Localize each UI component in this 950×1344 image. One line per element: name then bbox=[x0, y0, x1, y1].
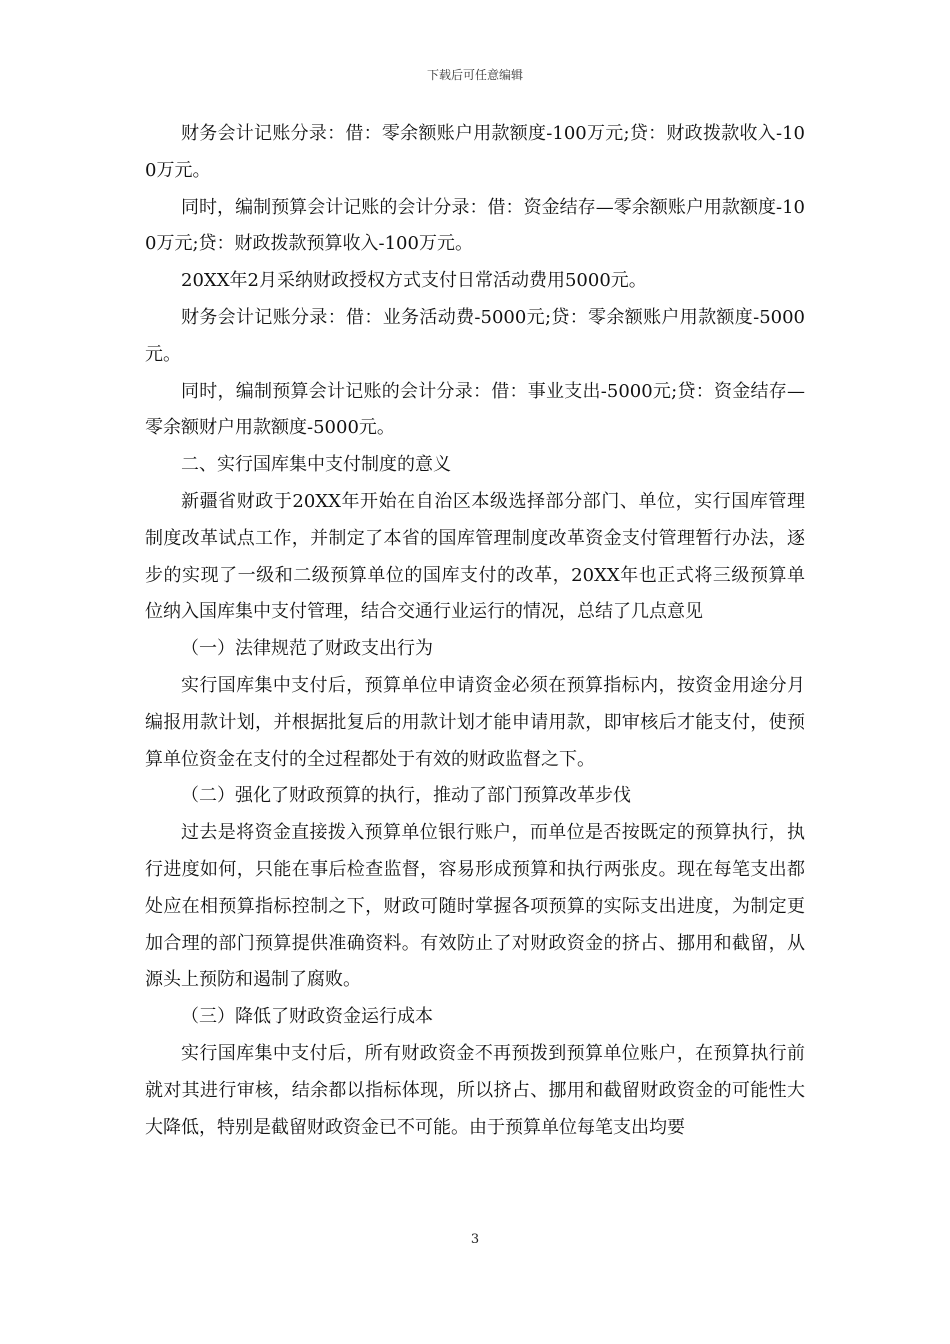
paragraph-subsection-3: 实行国库集中支付后，所有财政资金不再预拨到预算单位账户，在预算执行前就对其进行审核，结余都以指标体现，所以挤占、挪用和截留财政资金的可能性大大降低，特别是截留财政资金已不可能。由于预算单位每笔支出均要 bbox=[145, 1042, 805, 1138]
subheading-1: （一）法律规范了财政支出行为 bbox=[181, 638, 433, 660]
section-heading-significance: 二、实行国库集中支付制度的意义 bbox=[181, 454, 451, 476]
document-body bbox=[145, 116, 805, 1146]
paragraph-authorized-payment: 20XX年2月采纳财政授权方式支付日常活动费用5000元。 bbox=[181, 270, 647, 292]
paragraph-xinjiang-reform: 新疆省财政于20XX年开始在自治区本级选择部分部门、单位，实行国库管理制度改革试点工作，并制定了本省的国库管理制度改革资金支付管理暂行办法，逐步的实现了一级和二级预算单位的国库支付的改革，20XX年也正式将三级预算单位纳入国库集中支付管理，结合交通行业运行的情况，总结了几点意见 bbox=[145, 490, 805, 623]
subheading-3: （三）降低了财政资金运行成本 bbox=[181, 1006, 433, 1028]
subheading-2: （二）强化了财政预算的执行，推动了部门预算改革步伐 bbox=[181, 785, 631, 807]
paragraph-financial-entry-2: 财务会计记账分录：借：业务活动费-5000元;贷：零余额账户用款额度-5000元。 bbox=[145, 306, 805, 365]
paragraph-financial-entry-1: 财务会计记账分录：借：零余额账户用款额度-100万元;贷：财政拨款收入-100万元。 bbox=[145, 123, 805, 181]
paragraph-subsection-2: 过去是将资金直接拨入预算单位银行账户，而单位是否按既定的预算执行，执行进度如何，只能在事后检查监督，容易形成预算和执行两张皮。现在每笔支出都处应在相预算指标控制之下，财政可随时掌握各项预算的实际支出进度，为制定更加合理的部门预算提供准确资料。有效防止了对财政资金的挤占、挪用和截留，从源头上预防和遏制了腐败。 bbox=[145, 822, 805, 991]
page-number: 3 bbox=[470, 1232, 480, 1247]
page-header: 下载后可任意编辑 bbox=[426, 68, 523, 82]
paragraph-subsection-1: 实行国库集中支付后，预算单位申请资金必须在预算指标内，按资金用途分月编报用款计划，并根据批复后的用款计划才能申请用款，即审核后才能支付，使预算单位资金在支付的全过程都处于有效的财政监督之下。 bbox=[145, 674, 805, 770]
paragraph-budget-entry-1: 同时，编制预算会计记账的会计分录：借：资金结存—零余额账户用款额度-100万元;贷：财政拨款预算收入-100万元。 bbox=[145, 196, 805, 255]
paragraph-budget-entry-2: 同时，编制预算会计记账的会计分录：借：事业支出-5000元;贷：资金结存—零余额财户用款额度-5000元。 bbox=[145, 380, 805, 439]
